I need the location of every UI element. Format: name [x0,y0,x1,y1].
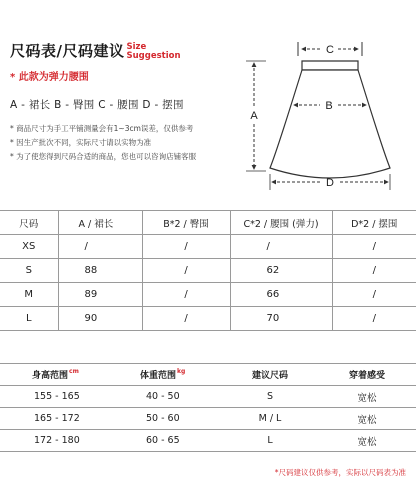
cell-waist: / [230,235,332,259]
measurement-legend: A - 裙长 B - 臀围 C - 腰围 D - 摆围 [10,99,184,111]
header-length: A / 裙长 [58,211,142,235]
label-b: B [325,100,333,112]
cell-height: 155 - 165 [0,386,118,408]
notes-list [10,122,250,164]
measure-c [298,42,362,56]
cell-hem: / [332,307,416,331]
note-item: * 因生产批次不同，实际尺寸请以实物为准 [10,138,152,147]
table-row [0,408,416,430]
cell-waist: 70 [230,307,332,331]
cell-suggested-size: S [222,386,318,408]
page-title-row [10,42,181,60]
cell-hem: / [332,283,416,307]
cell-fit-feel: 宽松 [318,386,416,408]
note-item: * 为了使您得到尺码合适的商品，您也可以咨询店铺客服 [10,152,197,161]
header-hem: D*2 / 摆围 [332,211,416,235]
cell-suggested-size: L [222,430,318,452]
measure-a [246,61,266,171]
measure-d [270,174,390,190]
skirt-outline [270,61,390,178]
skirt-diagram [240,28,416,198]
table-row [0,386,416,408]
size-table-header [0,211,416,235]
table-row [0,307,416,331]
fit-suggestion-table [0,363,416,452]
cell-weight: 50 - 60 [118,408,222,430]
cell-size: L [0,307,58,331]
label-d: D [326,177,334,189]
cell-length: 88 [58,259,142,283]
unit-kg: kg [177,368,186,375]
cell-fit-feel: 宽松 [318,430,416,452]
page-title: 尺码表/尺码建议 [10,42,125,60]
cell-length: 90 [58,307,142,331]
cell-fit-feel: 宽松 [318,408,416,430]
cell-hip: / [142,235,230,259]
table-row [0,430,416,452]
cell-hip: / [142,307,230,331]
cell-size: XS [0,235,58,259]
title-en-size: Size [126,42,147,52]
cell-length: / [58,235,142,259]
note-item: * 商品尺寸为手工平铺测量会有1~3cm误差，仅供参考 [10,124,194,133]
header-fit-feel: 穿着感受 [318,364,416,386]
page-title-english [126,43,180,60]
label-a: A [250,110,258,122]
cell-waist: 66 [230,283,332,307]
cell-length: 89 [58,283,142,307]
header-size: 尺码 [0,211,58,235]
cell-waist: 62 [230,259,332,283]
label-c: C [326,44,334,56]
size-table [0,210,416,331]
cell-hip: / [142,259,230,283]
cell-height: 172 - 180 [0,430,118,452]
table-row [0,235,416,259]
cell-hem: / [332,235,416,259]
footnote: *尺码建议仅供参考，实际以尺码表为准 [274,468,406,477]
table-row [0,283,416,307]
elastic-waist-note: * 此款为弹力腰围 [10,72,89,83]
unit-cm: cm [69,368,79,375]
fit-table-header [0,364,416,386]
header-hip: B*2 / 臀围 [142,211,230,235]
cell-hip: / [142,283,230,307]
title-en-suggestion: Suggestion [126,50,181,61]
cell-size: S [0,259,58,283]
header-suggested-size: 建议尺码 [222,364,318,386]
header-weight-range: 体重范围$^{kg}$ [118,364,222,386]
header-waist: C*2 / 腰围 (弹力) [230,211,332,235]
cell-suggested-size: M / L [222,408,318,430]
cell-hem: / [332,259,416,283]
table-row [0,259,416,283]
cell-weight: 40 - 50 [118,386,222,408]
cell-size: M [0,283,58,307]
header-height-range: 身高范围$^{cm}$ [0,364,118,386]
cell-weight: 60 - 65 [118,430,222,452]
cell-height: 165 - 172 [0,408,118,430]
